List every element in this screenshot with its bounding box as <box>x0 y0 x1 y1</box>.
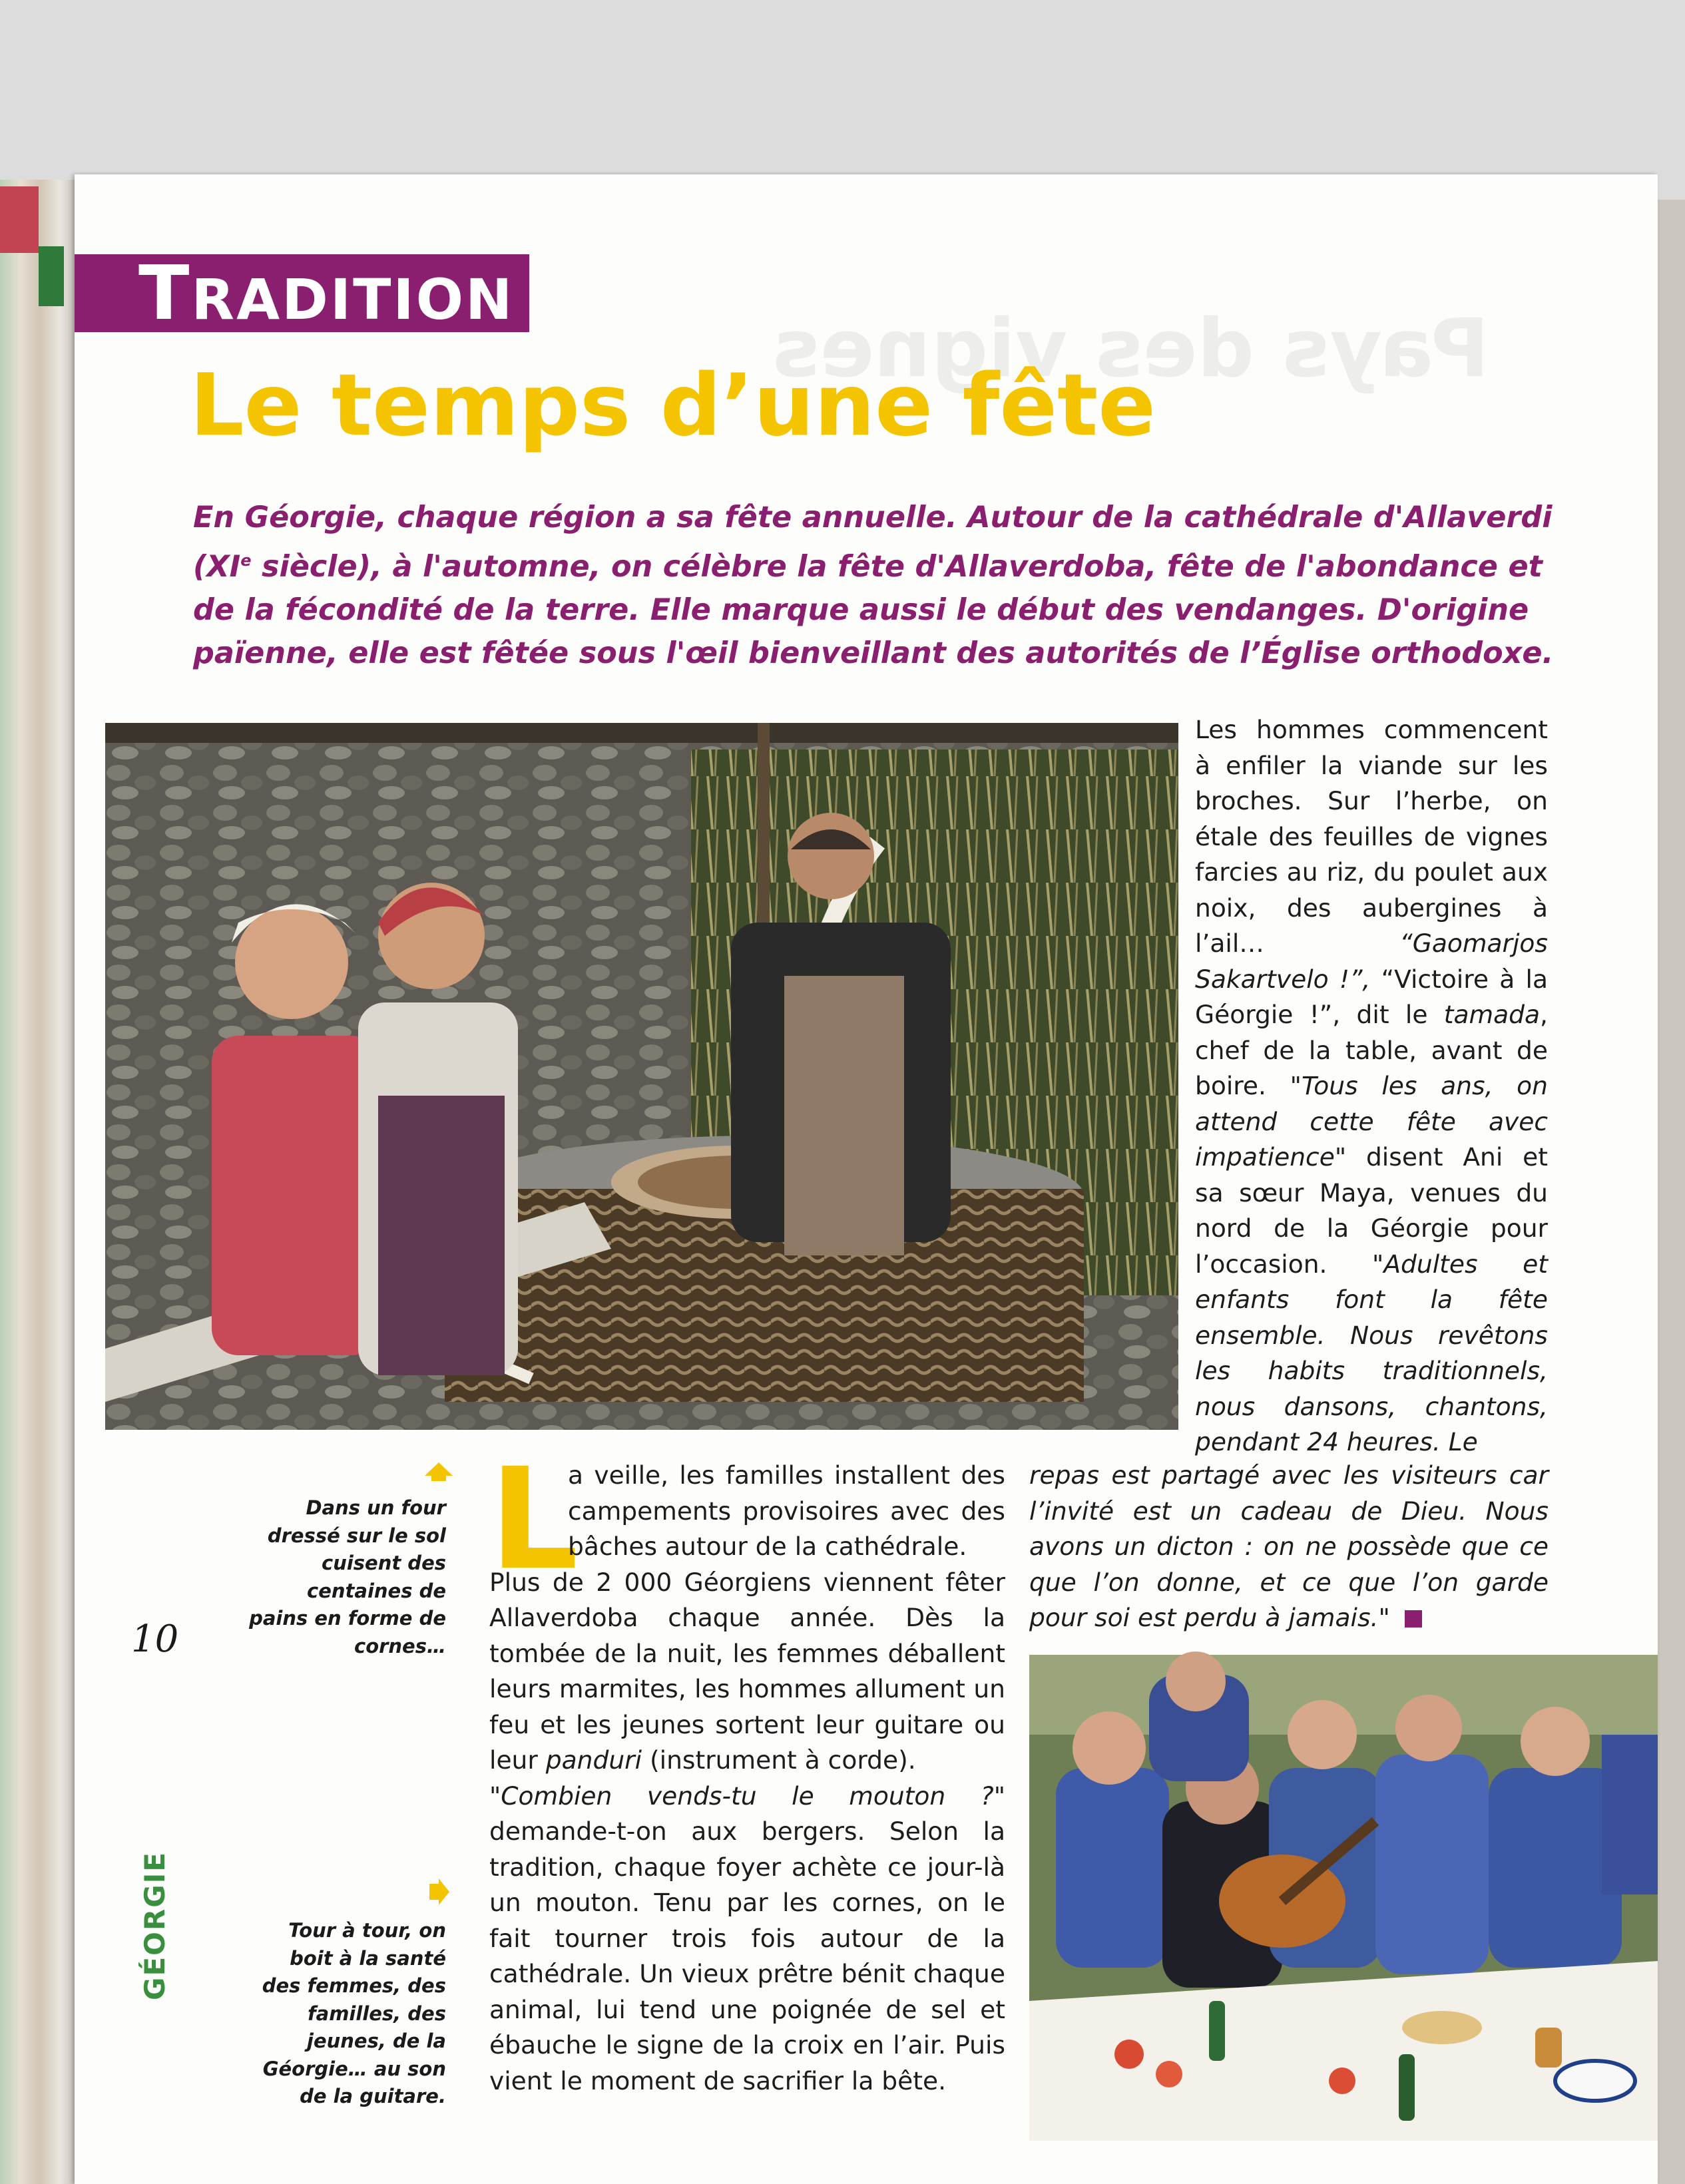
section-label-vertical: GÉORGIE <box>138 1851 171 2000</box>
center-paragraph: Plus de 2 000 Géorgiens viennent fêter Allaverdoba chaque année. Dès la tombée de la nuit, les femmes déballent leurs marmites, les hommes allument un feu et les jeunes sortent leur guitare ou leur panduri (instrument à corde). <box>489 1567 1005 1775</box>
quote-continuation: repas est partagé avec les visiteurs car l’invité est un cadeau de Dieu. Nous avons un dicton : on ne possède que ce que l’on donne, et ce que l’on garde pour soi est perdu à jamais." <box>1029 1460 1549 1632</box>
edge-stripe-green <box>39 246 64 306</box>
section-title: TRADITION <box>138 250 515 337</box>
caption-arrow-up-icon <box>425 1462 453 1481</box>
page-stack-edge <box>0 180 75 2184</box>
photo-bread-oven <box>105 723 1178 1430</box>
photo-feast-guitar <box>1029 1655 1658 2141</box>
intro-paragraph: En Géorgie, chaque région a sa fête annuelle. Autour de la cathédrale d'Allaverdi (XIe siècle), à l'automne, on célèbre la fête d'Allaverdoba, fête de l'abondance et de la fécondité de la terre. Elle marque aussi le début des vendanges. D'origine païenne, elle est fêtée sous l'œil bienveillant des autorités de l’Église orthodoxe. <box>193 501 1554 670</box>
center-paragraph-2: "Combien vends-tu le mouton ?" demande-t-on aux bergers. Selon la tradition, chaque foyer achète ce jour-là un mouton. Tenu par les cornes, on le fait tourner trois fois autour de la cathédrale. Un vieux prêtre bénit chaque animal, lui tend une poignée de sel et ébauche le signe de la croix en l’air. Puis vient le moment de sacrifier la bête. <box>489 1781 1005 2095</box>
bleed-through-heading: Pays des vignes <box>772 303 1490 395</box>
svg-text:L: L <box>489 1438 579 1601</box>
caption-bread-oven: Dans un four dressé sur le sol cuisent des centaines de pains en forme de cornes… <box>249 1496 446 1657</box>
page-number: 10 <box>131 1618 179 1661</box>
center-column-text: a veille, les familles installent des campements provisoires avec des bâches autour de la cathédrale. Plus de 2 000 Géorgiens viennent fêter Allaverdoba chaque année. Dès la tombée de la nuit, les femmes déballent leurs marmites, les hommes allument un feu et les jeunes sortent leur guitare ou leur panduri (instrument à corde). "Combien vends-tu le mouton ?" demande-t-on aux bergers. Selon la tradition, chaque foyer achète ce jour-là un mouton. Tenu par les cornes, on le fait tourner trois fois autour de la cathédrale. Un vieux prêtre bénit chaque animal, lui tend une poignée de sel et ébauche le signe de la croix en l’air. Puis vient le moment de sacrifier la bête. <box>489 1458 1005 2099</box>
right-column-text: Les hommes commencent à enfiler la viande sur les broches. Sur l’herbe, on étale des feuilles de vignes farcies au riz, du poulet aux noix, des aubergines à l’ail… “Gaomarjos Sakartvelo !”, “Victoire à la Géorgie !”, dit le tamada, chef de la table, avant de boire. "Tous les ans, on attend cette fête avec impatience" disent Ani et sa sœur Maya, venues du nord de la Géorgie pour l’occasion. "Adultes et enfants font la fête ensemble. Nous revêtons les habits traditionnels, nous dansons, chantons, pendant 24 heures. Le <box>1195 715 1548 1456</box>
end-mark <box>1405 1610 1422 1628</box>
caption-feast: Tour à tour, on boit à la santé des femmes, des familles, des jeunes, de la Géorgie… au son de la guitare. <box>262 1919 446 2107</box>
right-page-edge <box>1658 200 1685 2184</box>
edge-stripe-red <box>0 186 39 253</box>
headline: Le temps d’une fête <box>190 356 1156 455</box>
caption-arrow-right-icon <box>429 1878 449 1905</box>
